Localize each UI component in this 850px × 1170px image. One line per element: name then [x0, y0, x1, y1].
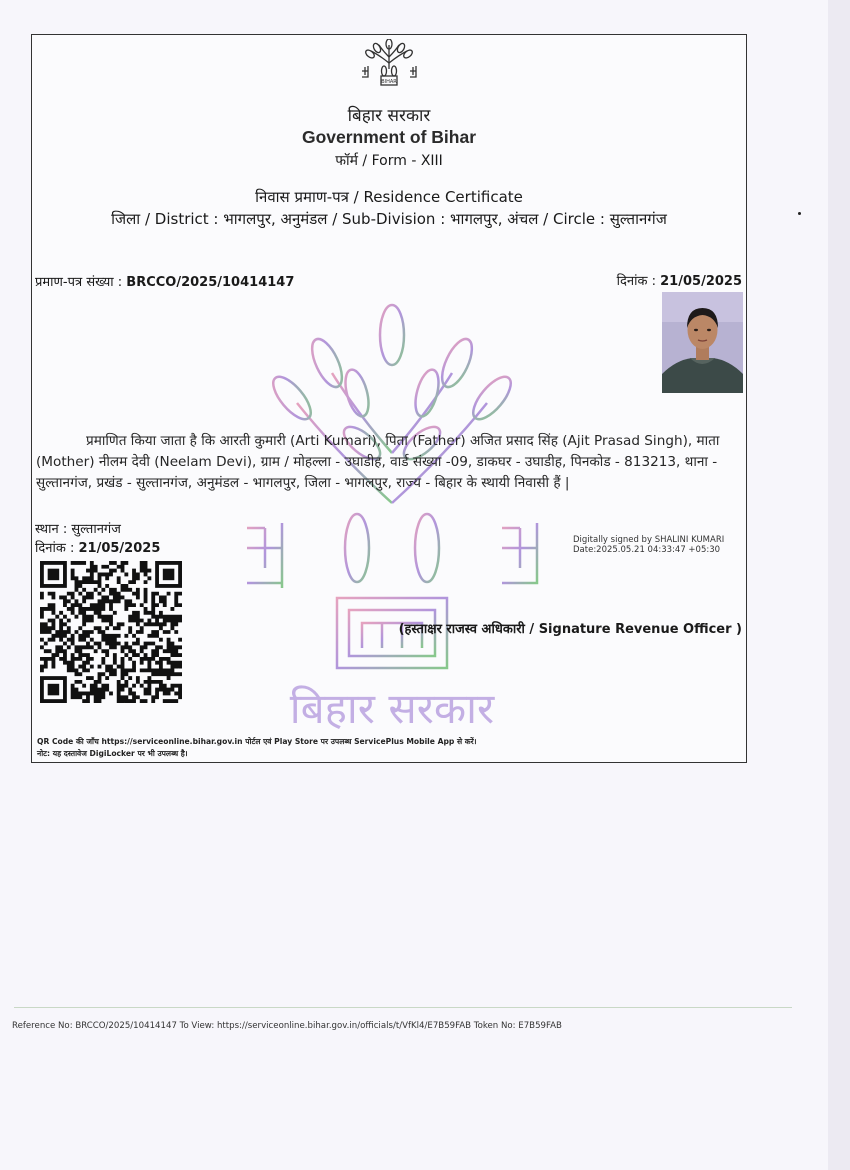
bihar-emblem-watermark — [237, 303, 547, 733]
place-value: सुल्तानगंज — [71, 522, 121, 537]
qr-verify-note: QR Code की जाँच https://serviceonline.bihar.gov.in पोर्टल एवं Play Store पर उपलब्ध ServicePlus Mobile App से करें। — [37, 737, 477, 746]
qr-finder-pattern — [42, 563, 65, 586]
place-label: स्थान : — [35, 522, 68, 537]
certificate-body: प्रमाणित किया जाता है कि आरती कुमारी (Arti Kumari), पिता (Father) अजित प्रसाद सिंह (Ajit Prasad Singh), माता (Mother) नीलम देवी (Neelam Devi), ग्राम / मोहल्ला - उघाडीह, वार्ड संख्या -09, डाकघर - उघाडीह, पिनकोड - 813213, थाना - सुल्तानगंज, प्रखंड - सुल्तानगंज, अनुमंडल - भागलपुर, जिला - भागलपुर, राज्य - बिहार के स्थायी निवासी हैं | — [36, 433, 720, 491]
signature-label: (हस्ताक्षर राजस्व अधिकारी / Signature Revenue Officer ) — [398, 622, 742, 637]
emblem-label: BIHAR — [381, 79, 397, 85]
certificate-title: निवास प्रमाण-पत्र / Residence Certificate — [255, 188, 523, 206]
certificate-number — [35, 272, 294, 290]
issue-date-value: 21/05/2025 — [660, 274, 742, 289]
verification-notes — [37, 736, 477, 760]
certificate-number-value: BRCCO/2025/10414147 — [126, 275, 295, 290]
place-date — [35, 538, 160, 556]
watermark-text: बिहार सरकार — [289, 684, 495, 733]
certificate-frame — [31, 34, 747, 763]
place-date-value: 21/05/2025 — [78, 541, 161, 556]
district-line: जिला / District : भागलपुर, अनुमंडल / Sub-Division : भागलपुर, अंचल / Circle : सुल्तानगंज — [111, 210, 667, 228]
digital-signature-date: Date:2025.05.21 04:33:47 +05:30 — [573, 545, 721, 555]
title-english: Government of Bihar — [301, 127, 477, 147]
form-number: फॉर्म / Form - XIII — [335, 153, 443, 169]
bihar-emblem-logo — [359, 39, 419, 87]
title-hindi: बिहार सरकार — [347, 106, 431, 126]
qr-code[interactable] — [40, 561, 182, 703]
qr-finder-pattern — [42, 678, 65, 701]
place-date-label: दिनांक : — [35, 541, 75, 556]
digital-signature-signer: Digitally signed by SHALINI KUMARI — [573, 535, 725, 545]
issue-date-label: दिनांक : — [616, 274, 656, 289]
certificate-number-label: प्रमाण-पत्र संख्या : — [35, 275, 123, 290]
qr-finder-pattern — [157, 563, 180, 586]
speck — [798, 212, 801, 215]
issue-date — [617, 271, 742, 289]
digital-signature — [573, 535, 724, 555]
footer-rule — [14, 1007, 792, 1008]
page-edge — [828, 0, 850, 1170]
qr-modules — [40, 561, 182, 703]
footer-reference: Reference No: BRCCO/2025/10414147 To View: https://serviceonline.bihar.gov.in/officials/t/VfKl4/E7B59FAB Token No: E7B59FAB — [12, 1021, 562, 1031]
digilocker-note: नोट: यह दस्तावेज DigiLocker पर भी उपलब्ध है। — [37, 749, 188, 758]
applicant-photo — [662, 292, 743, 393]
place — [35, 519, 121, 537]
